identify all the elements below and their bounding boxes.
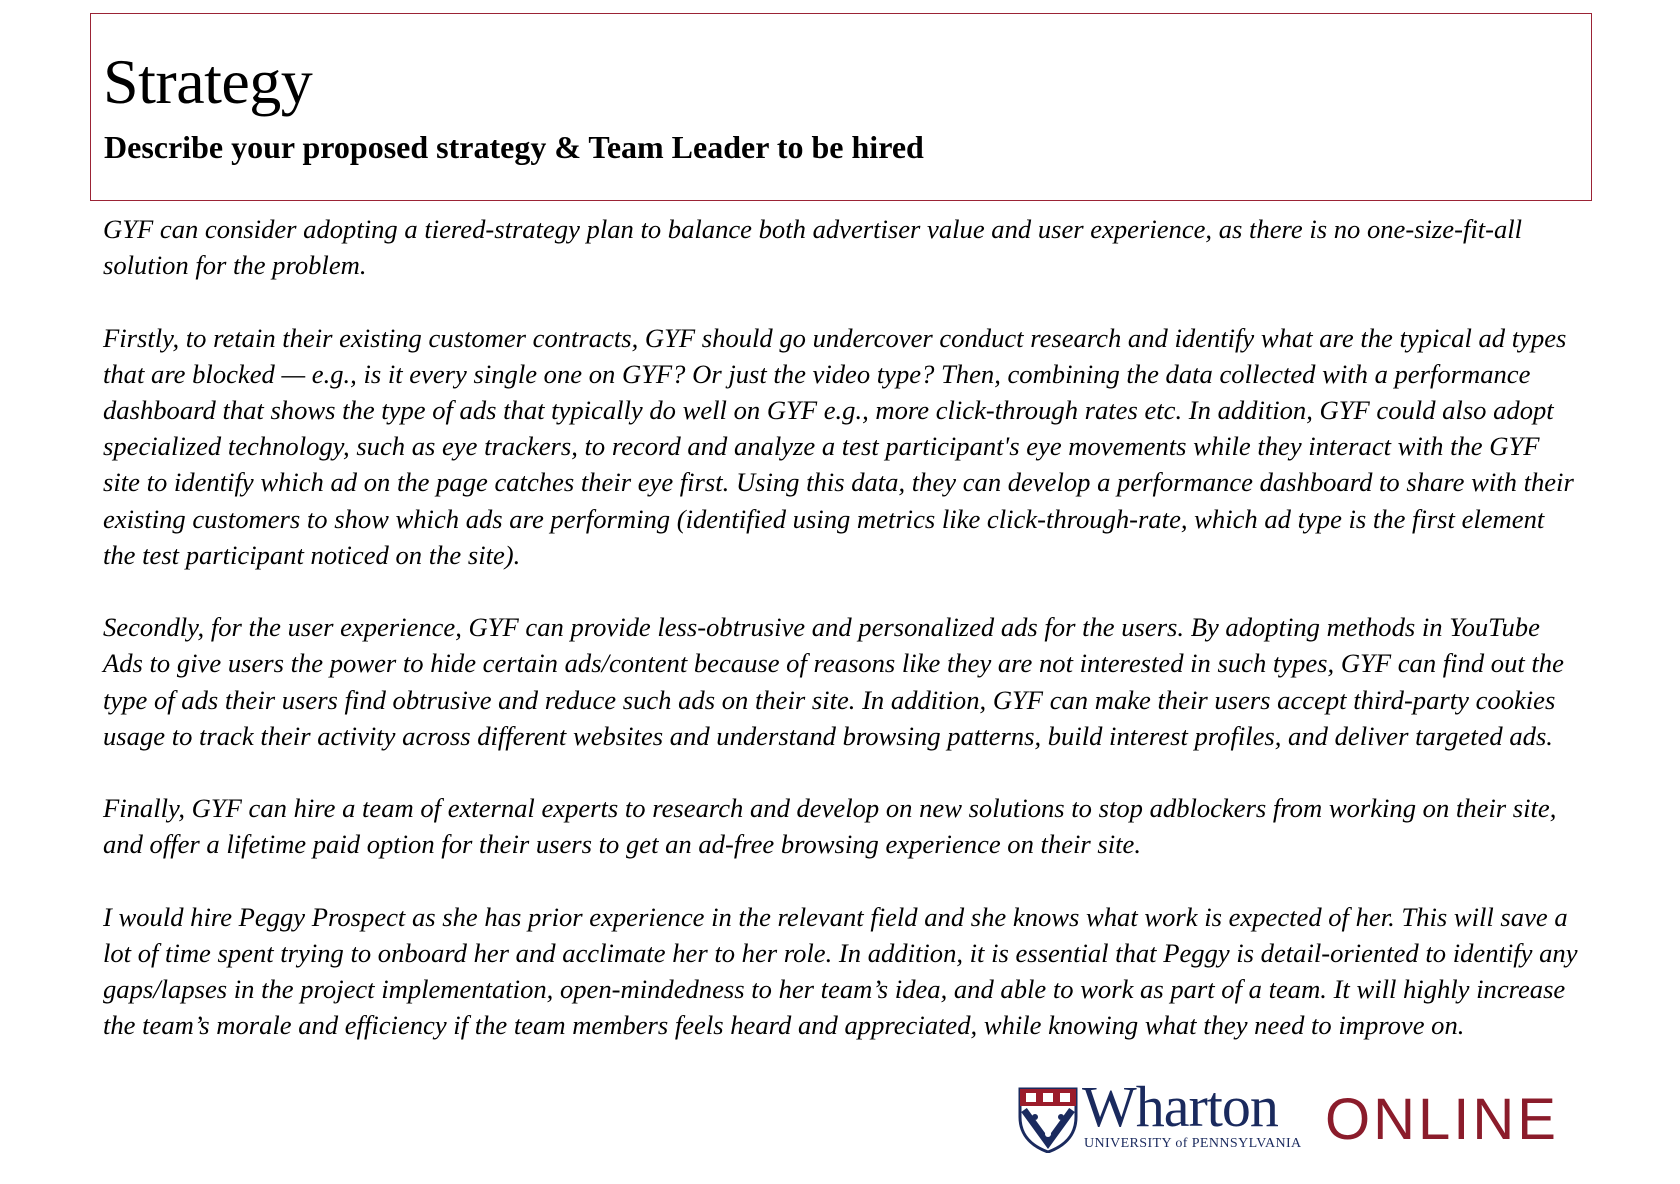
paragraph-hire: I would hire Peggy Prospect as she has prior experience in the relevant field and she knows what work is expected of her. This will save a lot of time spent trying to onboard her and acclimate her to her role. In addition, it is essential that Peggy is detail-oriented to identify any gaps/lapses in the project implementation, open-mindedness to her team’s idea, and able to work as part of a team. It will highly increase the team’s morale and efficiency if the team members feels heard and appreciated, while knowing what they need to improve on. <box>103 901 1578 1041</box>
paragraph-intro: GYF can consider adopting a tiered-strategy plan to balance both advertiser value and user experience, as there is no one-size-fit-all solution for the problem. <box>103 214 1523 281</box>
penn-shield-icon <box>1018 1087 1078 1153</box>
university-line: UNIVERSITY of PENNSYLVANIA <box>1084 1136 1302 1151</box>
page-title: Strategy <box>103 46 313 117</box>
online-wordmark: ONLINE <box>1325 1087 1559 1152</box>
body-text <box>103 211 1583 1080</box>
paragraph-finally: Finally, GYF can hire a team of external experts to research and develop on new solutions to stop adblockers from working on their site, and offer a lifetime paid option for their users to get an ad-free browsing experience on their site. <box>103 793 1557 860</box>
header-box <box>90 13 1592 201</box>
wharton-wordmark: Wharton <box>1082 1074 1278 1139</box>
paragraph-secondly: Secondly, for the user experience, GYF can provide less-obtrusive and personalized ads for the users. By adopting methods in YouTube Ads to give users the power to hide certain ads/content because of reasons like they are not interested in such types, GYF can find out the type of ads their users find obtrusive and reduce such ads on their site. In addition, GYF can make their users accept third-party cookies usage to track their activity across different websites and understand browsing patterns, build interest profiles, and deliver targeted ads. <box>103 612 1564 751</box>
paragraph-firstly: Firstly, to retain their existing customer contracts, GYF should go undercover conduct research and identify what are the typical ad types that are blocked — e.g., is it every single one on GYF? Or just the video type? Then, combining the data collected with a performance dashboard that shows the type of ads that typically do well on GYF e.g., more click-through rates etc. In addition, GYF could also adopt specialized technology, such as eye trackers, to record and analyze a test participant's eye movements while they interact with the GYF site to identify which ad on the page catches their eye first. Using this data, they can develop a performance dashboard to share with their existing customers to show which ads are performing (identified using metrics like click-through-rate, which ad type is the first element the test participant noticed on the site). <box>103 322 1574 570</box>
wharton-online-logo <box>1018 1074 1578 1154</box>
page-subtitle: Describe your proposed strategy & Team Leader to be hired <box>104 129 924 165</box>
